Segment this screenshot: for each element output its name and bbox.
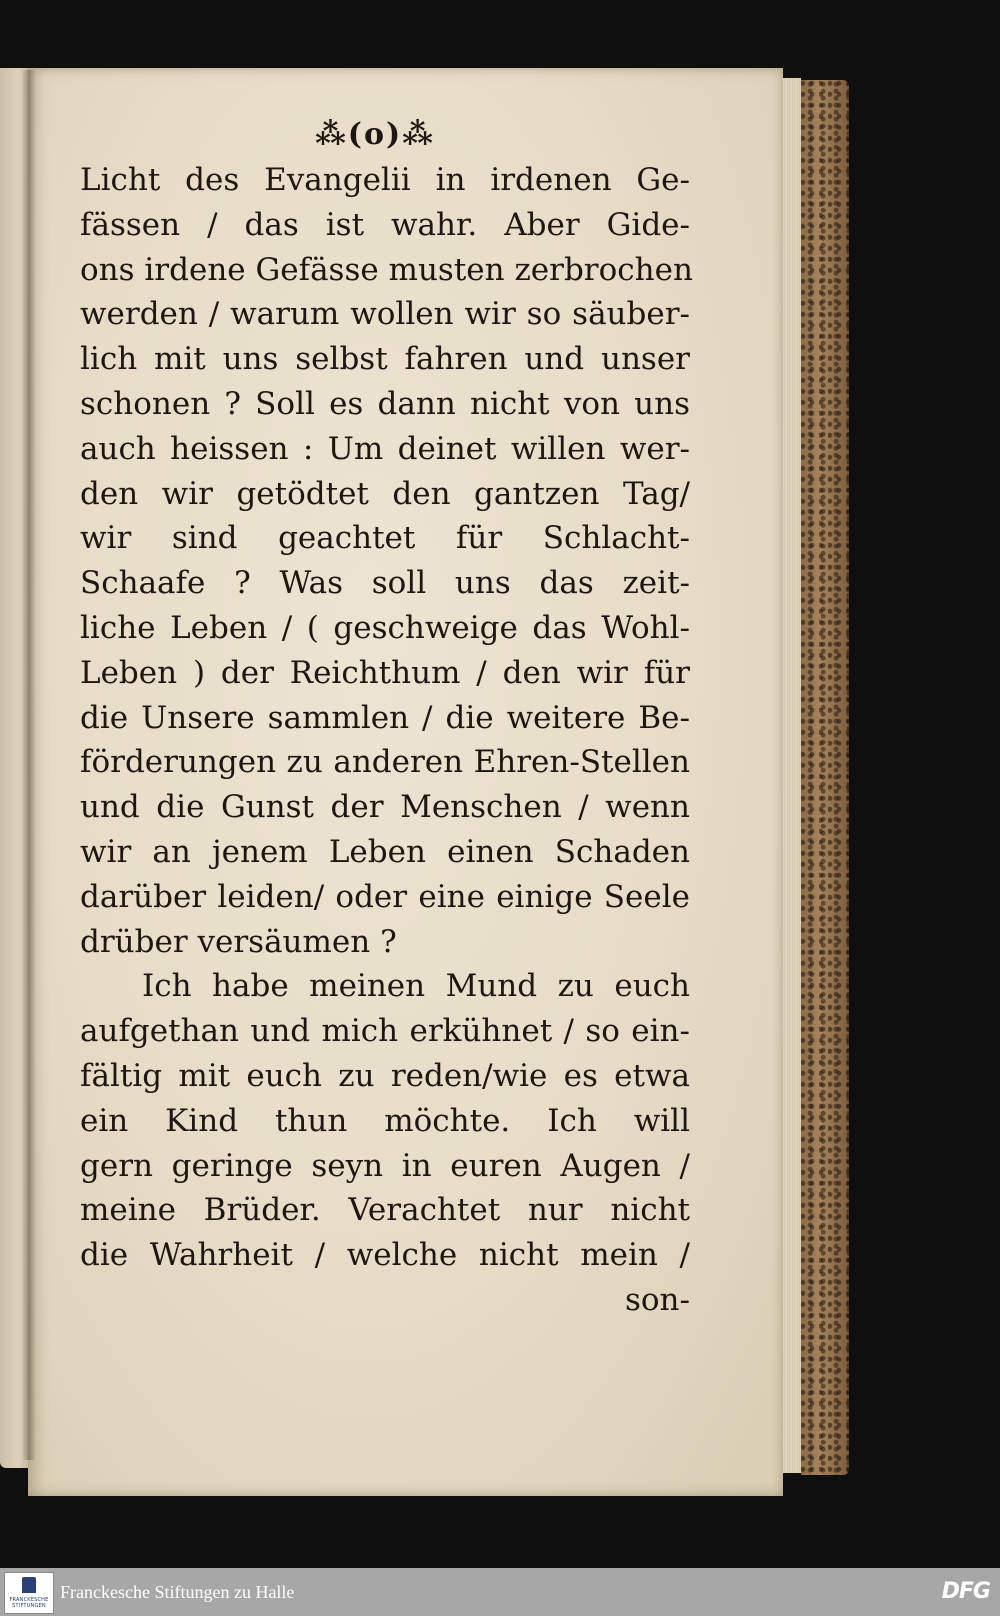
institution-name-link[interactable]: Franckesche Stiftungen zu Halle — [60, 1582, 295, 1602]
text-line: die Wahrheit / welche nicht mein / — [80, 1237, 690, 1274]
logo-label: FRANCKESCHE STIFTUNGEN — [9, 1597, 49, 1609]
text-line: schonen ? Soll es dann nicht von uns — [80, 385, 690, 422]
footer-bar — [0, 1568, 1000, 1616]
text-line: Leben ) der Reichthum / den wir für — [80, 654, 690, 691]
book-cover-edge — [801, 80, 849, 1475]
catchword: son- — [624, 1281, 690, 1318]
text-line: Licht des Evangelii in irdenen Ge- — [80, 162, 690, 198]
text-line: meine Brüder. Verachtet nur nicht — [80, 1192, 690, 1229]
text-line: förderungen zu anderen Ehren-Stellen — [80, 744, 690, 781]
text-line: gern geringe seyn in euren Augen / — [80, 1147, 690, 1184]
text-line: drüber versäumen ? — [80, 923, 397, 960]
text-line: Schaafe ? Was soll uns das zeit- — [80, 565, 690, 602]
institution-logo[interactable] — [4, 1572, 54, 1614]
text-line: fältig mit euch zu reden/wie es etwa — [80, 1057, 690, 1094]
text-line: wir sind geachtet für Schlacht- — [80, 520, 690, 557]
text-line: fässen / das ist wahr. Aber Gide- — [80, 206, 690, 243]
text-line: liche Leben / ( geschweige das Wohl- — [80, 609, 690, 646]
text-line: ons irdene Gefässe musten zerbrochen — [80, 251, 693, 288]
page-header-ornament: ⁂(o)⁂ — [315, 117, 435, 152]
text-line: und die Gunst der Menschen / wenn — [80, 789, 690, 826]
paragraph-start-line: Ich habe meinen Mund zu euch — [142, 968, 690, 1005]
page-text — [80, 112, 693, 1323]
text-line: darüber leiden/ oder eine einige Seele — [80, 878, 690, 915]
text-line: wir an jenem Leben einen Schaden — [80, 833, 690, 870]
text-line: aufgethan und mich erkühnet / so ein- — [80, 1013, 690, 1050]
building-icon — [22, 1577, 36, 1593]
text-line: lich mit uns selbst fahren und unser — [80, 341, 690, 378]
text-line: die Unsere sammlen / die weitere Be- — [80, 699, 690, 736]
dfg-logo[interactable]: DFG — [941, 1579, 990, 1604]
page-edges — [783, 78, 801, 1473]
page-gutter — [22, 70, 36, 1460]
text-line: den wir getödtet den gantzen Tag/ — [80, 475, 690, 512]
text-line: ein Kind thun möchte. Ich will — [80, 1102, 690, 1139]
text-line: werden / warum wollen wir so säuber- — [80, 296, 690, 333]
text-line: auch heissen : Um deinet willen wer- — [80, 430, 690, 467]
